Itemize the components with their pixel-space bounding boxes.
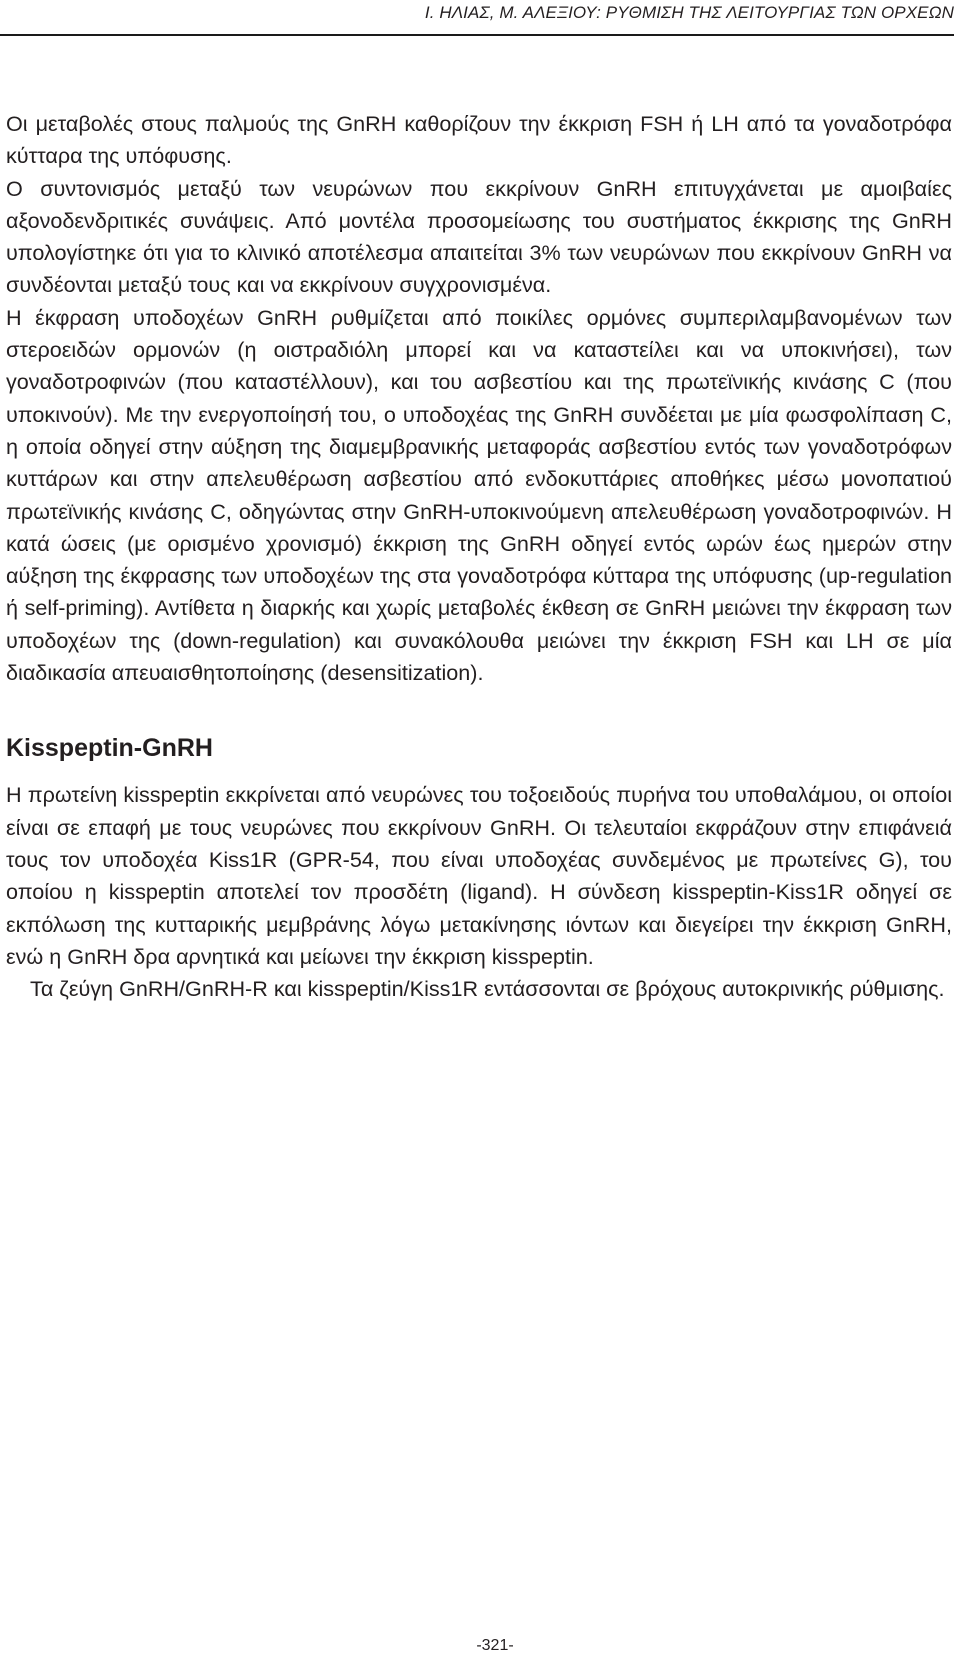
body-paragraph: Οι μεταβολές στους παλμούς της GnRH καθορίζουν την έκκριση FSH ή LH από τα γοναδοτρόφα κύτταρα της υπόφυσης. <box>6 111 952 169</box>
running-header-title: Ι. ΗΛΙΑΣ, Μ. ΑΛΕΞΙΟΥ: ΡΥΘΜΙΣΗ ΤΗΣ ΛΕΙΤΟΥΡΓΙΑΣ ΤΩΝ ΟΡΧΕΩΝ <box>424 3 954 22</box>
body-paragraph: Η έκφραση υποδοχέων GnRH ρυθμίζεται από ποικίλες ορμόνες συμπεριλαμβανομένων των στεροειδών ορμονών (η οιστραδιόλη μπορεί και να καταστείλει και να υποκινήσει), των γοναδοτροφινών (που καταστέλλουν), και του ασβεστίου και της πρωτεϊνικής κινάσης C (που υποκινούν). Με την ενεργοποίησή του, ο υποδοχέας της GnRH συνδέεται με μία φωσφολίπαση C, η οποία οδηγεί στην αύξηση της διαμεμβρανικής μεταφοράς ασβεστίου εντός των γοναδοτρόφων κυττάρων και στην απελευθέρωση ασβεστίου από ενδοκυττάριες αποθήκες μέσω μονοπατιού πρωτεϊνικής κινάσης C, οδηγώντας στην GnRH-υποκινούμενη απελευθέρωση γοναδοτροφινών. Η κατά ώσεις (με ορισμένο χρονισμό) έκκριση της GnRH οδηγεί εντός ωρών έως ημερών στην αύξηση της έκφρασης των υποδοχέων της στα γοναδοτρόφα κύτταρα της υπόφυσης (up-regulation ή self-priming). Αντίθετα η διαρκής και χωρίς μεταβολές έκθεση σε GnRH μειώνει την έκφραση των υποδοχέων της (down-regulation) και συνακόλουθα μειώνει την έκκριση FSH και LH σε μία διαδικασία απευαισθητοποίησης (desensitization). <box>6 304 952 686</box>
article-body <box>6 108 952 1005</box>
running-header <box>0 0 954 36</box>
body-paragraph: Ο συντονισμός μεταξύ των νευρώνων που εκκρίνουν GnRH επιτυγχάνεται με αμοιβαίες αξονοδενδριτικές συνάψεις. Από μοντέλα προσομείωσης του συστήματος έκκρισης της GnRH υπολογίστηκε ότι για το κλινικό αποτέλεσμα απαιτείται 3% των νευρώνων που εκκρίνουν GnRH να συνδέονται μεταξύ τους και να εκκρίνουν συγχρονισμένα. <box>6 175 952 298</box>
section-paragraph: Τα ζεύγη GnRH/GnRH-R και kisspeptin/Kiss1R εντάσσονται σε βρόχους αυτοκρινικής ρύθμισης. <box>30 976 945 1002</box>
section-paragraph: Η πρωτείνη kisspeptin εκκρίνεται από νευρώνες του τοξοειδούς πυρήνα του υποθαλάμου, οι οποίοι είναι σε επαφή με τους νευρώνες που εκκρίνουν GnRH. Οι τελευταίοι εκφράζουν στην επιφάνειά τους τον υποδοχέα Kiss1R (GPR-54, που είναι υποδοχέας συνδεμένος με πρωτείνες G), του οποίου η kisspeptin αποτελεί τον προσδέτη (ligand). Η σύνδεση kisspeptin-Kiss1R οδηγεί σε εκπόλωση της κυτταρικής μεμβράνης λόγω μετακίνησης ιόντων και διεγείρει την έκκριση GnRH, ενώ η GnRH δρα αρνητικά και μείωνει την έκκριση kisspeptin. <box>6 782 952 969</box>
page-number: -321- <box>476 1637 514 1654</box>
section-heading: Kisspeptin-GnRH <box>6 734 213 763</box>
